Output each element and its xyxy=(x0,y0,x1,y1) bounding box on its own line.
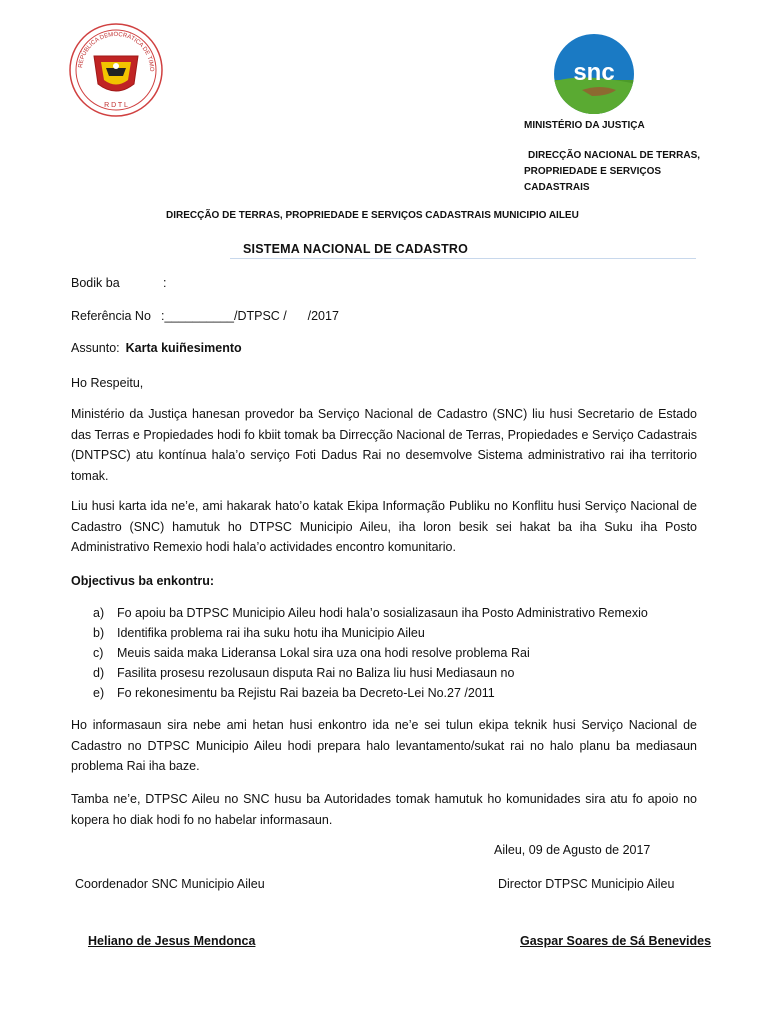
list-item xyxy=(93,623,693,643)
svg-text:snc: snc xyxy=(573,59,615,86)
title-divider xyxy=(230,258,696,259)
subject-label: Assunto: xyxy=(71,341,120,355)
list-marker: e) xyxy=(93,686,105,700)
recipient-label: Bodik ba xyxy=(71,276,120,290)
right-signatory-name: Gaspar Soares de Sá Benevides xyxy=(520,934,712,948)
list-item xyxy=(93,683,693,703)
list-item xyxy=(93,643,693,663)
svg-text:R D T L: R D T L xyxy=(104,102,128,109)
national-seal-logo xyxy=(68,22,164,118)
list-marker: b) xyxy=(93,626,105,640)
paragraph-3: Ho informasaun sira nebe ami hetan husi enkontro ida ne’e sei tulun ekipa teknik husi Serviço Nacional de Cadastro no DTPSC Municipio Aileu hodi prepara halo levantamento/sukat rai no halo planu ba mediasaun problema Rai iha baze. xyxy=(71,718,697,773)
ministry-name: MINISTÉRIO DA JUSTIÇA xyxy=(524,120,645,131)
recipient-colon: : xyxy=(163,276,167,290)
snc-logo xyxy=(552,32,636,116)
list-item-text: Fasilita prosesu rezolusaun disputa Rai no Baliza liu husi Mediasaun no xyxy=(117,666,515,680)
direction-line-1: DIRECÇÃO NACIONAL DE TERRAS, xyxy=(528,150,701,161)
objectives-heading: Objectivus ba enkontru: xyxy=(71,574,215,588)
list-item xyxy=(93,603,693,623)
list-item-text: Fo apoiu ba DTPSC Municipio Aileu hodi hala’o sosializasaun iha Posto Administrativo Remexio xyxy=(117,606,648,620)
paragraph-4: Tamba ne’e, DTPSC Aileu no SNC husu ba Autoridades tomak hamutuk ho komunidades sira atu fo apoio no kopera ho diak hodi fo no habelar informasaun. xyxy=(71,792,697,827)
subject-value: Karta kuiñesimento xyxy=(125,341,242,355)
paragraph-2: Liu husi karta ida ne’e, ami hakarak hato’o katak Ekipa Informação Publiku no Konflitu husi Serviço Nacional de Cadastro (SNC) hamutuk ho DTPSC Municipio Aileu, iha loron besik sei hakat ba iha Suku iha Posto Administrativo Remexio hodi hala’o actividades encontro komunitario. xyxy=(71,499,697,554)
letter-date: Aileu, 09 de Agusto de 2017 xyxy=(494,843,651,857)
recipient-field xyxy=(71,276,167,290)
list-item-text: Identifika problema rai iha suku hotu iha Municipio Aileu xyxy=(117,626,425,640)
list-item xyxy=(93,663,693,683)
greeting: Ho Respeitu, xyxy=(71,376,144,390)
reference-label: Referência No xyxy=(71,309,151,323)
list-marker: c) xyxy=(93,646,104,660)
direction-line-3: CADASTRAIS xyxy=(524,182,590,193)
svg-text:REPÚBLICA DEMOCRÁTICA DE TIMOR: REPÚBLICA DEMOCRÁTICA DE TIMO xyxy=(78,32,155,72)
paragraph-1: Ministério da Justiça hanesan provedor ba Serviço Nacional de Cadastro (SNC) liu husi Secretario de Estado das Terras e Propiedades hodi fo kbiit tomak ba Dirrecção Nacional de Terras, Propiedades e Serviço Cadastrais (DNTPSC) atu kontínua hala’o serviço Foti Dadus Rai no desemvolve Sistema administrativo rai iha territorio tomak. xyxy=(71,407,697,483)
list-marker: d) xyxy=(93,666,105,680)
document-title: SISTEMA NACIONAL DE CADASTRO xyxy=(243,242,469,256)
reference-value: :__________/DTPSC / /2017 xyxy=(161,309,339,323)
list-item-text: Meuis saida maka Lideransa Lokal sira uza ona hodi resolve problema Rai xyxy=(117,646,530,660)
left-signatory-name: Heliano de Jesus Mendonca xyxy=(88,934,256,948)
reference-field xyxy=(71,309,339,323)
left-signatory-role: Coordenador SNC Municipio Aileu xyxy=(75,877,265,891)
direction-line-2: PROPRIEDADE E SERVIÇOS xyxy=(524,166,662,177)
right-signatory-role: Director DTPSC Municipio Aileu xyxy=(498,877,675,891)
list-marker: a) xyxy=(93,606,105,620)
national-direction-name xyxy=(524,148,714,196)
list-item-text: Fo rekonesimentu ba Rejistu Rai bazeia ba Decreto-Lei No.27 /2011 xyxy=(117,686,495,700)
objectives-list xyxy=(93,603,693,703)
subject-field xyxy=(71,341,242,355)
municipal-direction-title: DIRECÇÃO DE TERRAS, PROPRIEDADE E SERVIÇOS CADASTRAIS MUNICIPIO AILEU xyxy=(166,210,579,221)
